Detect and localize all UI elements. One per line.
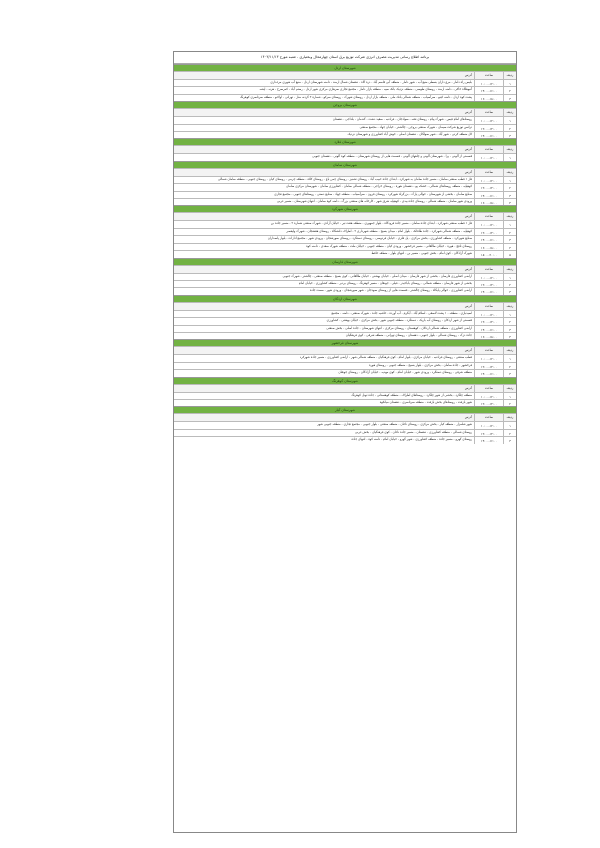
row-number: ۲ xyxy=(503,184,516,190)
row-number: ردیف xyxy=(503,213,516,220)
row-address: آدرس xyxy=(464,214,472,219)
row-address: آدرس xyxy=(464,110,472,115)
row-address: روستای گهرو - مسیر جاده - منطقه کشاورزی - شهر گهرو - خیابان امام - دامنه کوه - انتهای جاده xyxy=(351,437,472,442)
section-header: شهرستان شهرکرد xyxy=(174,206,516,212)
row-number: ۴ xyxy=(503,333,516,339)
row-time: ۱۶:۰۰-۱۸:۰۰ xyxy=(474,333,503,339)
table-row xyxy=(174,250,516,257)
row-number: ۲ xyxy=(503,229,516,235)
row-time: ۱۲:۰۰-۱۴:۰۰ xyxy=(474,281,503,287)
row-number: ۱ xyxy=(503,274,516,280)
row-time: ۱۰:۰۰-۱۲:۰۰ xyxy=(474,393,503,399)
row-number: ردیف xyxy=(503,266,516,273)
row-time: ساعت xyxy=(474,303,503,310)
row-number: ۲ xyxy=(503,363,516,369)
row-address: اراضی کشاورزی - منطقه شمالی اردکان - کوهستان - روستای مرکزی - انتهای شهرستان - جاده اصلی - بخش صنعتی xyxy=(326,325,472,330)
table-row xyxy=(174,332,516,339)
section xyxy=(174,377,516,407)
row-number: ۳ xyxy=(503,370,516,376)
row-address: آدرس xyxy=(464,303,472,308)
row-address: آدرس xyxy=(464,348,472,353)
row-number: ۳ xyxy=(503,132,516,138)
row-address: روستاهای امام قیس - شهرک پیام - روستای نقنه - سوادجان - فرادنبه - سفید دشت - گندمان - بلداجی - دهستان xyxy=(332,117,472,122)
table-header-row xyxy=(174,168,516,176)
row-time: ۱۴:۰۰-۱۶:۰۰ xyxy=(474,87,503,93)
row-number: ۲ xyxy=(503,281,516,287)
section-header: شهرستان سامان xyxy=(174,162,516,168)
row-time: ۱۰:۰۰-۱۲:۰۰ xyxy=(474,311,503,317)
table-header-row xyxy=(174,302,516,310)
section xyxy=(174,406,516,443)
section-header: شهرستان اردل xyxy=(174,65,516,71)
table-header-row xyxy=(174,108,516,116)
row-time: ۱۴:۰۰-۱۶:۰۰ xyxy=(474,370,503,376)
row-number: ۵ xyxy=(503,251,516,257)
row-time: ۱۴:۰۰-۱۶:۰۰ xyxy=(474,192,503,198)
table-row xyxy=(174,399,516,406)
row-time: ۱۶:۰۰-۱۸:۰۰ xyxy=(474,244,503,250)
row-address: آدرس xyxy=(464,385,472,390)
row-address: جاده دزک - روستای شمالی - بلوار جنوبی - دهستان - روستای تهرانی - منطقه شرقی - کوی فرهنگیان xyxy=(345,332,472,337)
table-row xyxy=(174,235,516,242)
row-address: روستای نافچ - هوره - خیابان طالقانی - مسیر فرخشهر - ورودی کیان - منطقه جنوبی - خیابان ملت - منطقه شهرک سعدی - دامنه کوه xyxy=(306,243,472,248)
row-number: ۴ xyxy=(503,199,516,205)
row-time: ۱۲:۰۰-۱۴:۰۰ xyxy=(474,229,503,235)
row-number: ردیف xyxy=(503,347,516,354)
row-time: ۱۲:۰۰-۱۴:۰۰ xyxy=(474,363,503,369)
section-header: شهرستان بروجن xyxy=(174,102,516,108)
row-address: قطب صنعتی - روستای فرادنبه - خیابان مرکزی - بلوار امام - کوی فرهنگیان - منطقه شمالی شهر - اراضی کشاورزی - مسیر جاده شهرکرد xyxy=(299,355,472,360)
row-address: فاز ۱ قطب صنعتی شهرکرد - ابتدای جاده سامان - مسیر جاده فرودگاه - بلوار جمهوری - منطقه هفت تیر - خیابان آزادی - شهرک صنعتی شماره ۲ - مسیر جاده بن xyxy=(270,221,472,226)
table-row xyxy=(174,421,516,428)
row-number: ۲ xyxy=(503,87,516,93)
row-number: ۳ xyxy=(503,288,516,294)
row-address: بلیس راه دامار - مرغ داران بسطی منبع آب - شهر دامار - منطقه آبی قاسم آباد - دره گاه - دهستان شمال ارمند - دامنه شهرستان اردل - منبع آب شهری مرغداری xyxy=(270,80,472,84)
table-row xyxy=(174,86,516,93)
section-header: شهرستان کیار xyxy=(174,407,516,413)
row-number: ۱ xyxy=(503,311,516,317)
row-address: آدرس xyxy=(464,415,472,420)
row-address: ترانس توزیع شرکت سیمان - شهرک صنعتی بروجن - چالشتر - خیابان جهاد - مجتمع صنعتی xyxy=(359,124,472,129)
row-address: صنایع سامان - بخشی از شهرستان - حوالی پارک - بزرگراه شهرکرد - روستای قرون - سرآسیاب - منطقه جهاد - صنایع دستی - روستاهای جنوبی - مجتمع تجاری xyxy=(274,191,472,196)
row-time: ۱۴:۰۰-۱۶:۰۰ xyxy=(474,288,503,294)
table-row xyxy=(174,124,516,131)
table-row xyxy=(174,325,516,332)
table-row xyxy=(174,94,516,101)
section xyxy=(174,161,516,206)
row-number: ۲ xyxy=(503,318,516,324)
row-time: ۱۰:۰۰-۱۲:۰۰ xyxy=(474,117,503,123)
row-time: ۱۸:۰۰-۲۰:۰۰ xyxy=(474,251,503,257)
section-header: شهرستان کوهرنگ xyxy=(174,378,516,384)
row-time: ساعت xyxy=(474,414,503,421)
row-number: ۱ xyxy=(503,117,516,123)
table-row xyxy=(174,79,516,86)
row-address: آدرس xyxy=(464,169,472,174)
row-address: فرخشهر - جاده سامان - بخش مرکزی - بلوار بسیج - منطقه جنوبی - روستای هوره xyxy=(369,362,472,367)
table-row xyxy=(174,369,516,376)
row-address: شهرک آزادگان - کوی امام - بخش جنوبی - مسیر بن - انتهای بلوار - منطقه حافظ xyxy=(371,251,472,256)
row-address: قسمتی از آلونی - پرا - شهرستان آلونی و چاههای آلونی - قسمت هایی از روستای شهرستان - منطقه کوه آلونی - دهستان جنوبی xyxy=(312,154,472,159)
row-address: فاز ۱ قطب صنعتی سامان - مسیر جاده سامان به شهرکرد - ابتدای جاده حبیب آباد - روستای تشنیز - روستای چمن باغ - روستای کلاه - منطقه چرمی - روستای کیان - روستای جنوبی - منطقه سامان شمالی xyxy=(217,176,472,181)
row-number: ۴ xyxy=(503,244,516,250)
table-row xyxy=(174,116,516,123)
table-row xyxy=(174,392,516,399)
row-number: ۲ xyxy=(503,400,516,406)
row-time: ۱۰:۰۰-۱۲:۰۰ xyxy=(474,177,503,183)
section xyxy=(174,295,516,340)
table-row xyxy=(174,362,516,369)
row-time: ۱۴:۰۰-۱۶:۰۰ xyxy=(474,437,503,443)
row-number: ردیف xyxy=(503,72,516,79)
table-row xyxy=(174,287,516,294)
row-address: آدرس xyxy=(464,147,472,152)
table-header-row xyxy=(174,413,516,421)
table-row xyxy=(174,273,516,280)
section xyxy=(174,138,516,160)
row-time: ساعت xyxy=(474,213,503,220)
table-row xyxy=(174,436,516,443)
table-row xyxy=(174,429,516,436)
row-time: ۱۴:۰۰-۱۶:۰۰ xyxy=(474,132,503,138)
section-header: شهرستان اردکان xyxy=(174,296,516,302)
row-address: پشت کوه اردل - دامنه کینو - سرآسیاب - منطقه شمالی بانک ملی - منطقه بازار اردل - روستای شهرک - روستای سرکو - شماره ۲ گردنه منار - تهرانی - اولاغو - منطقه سرتاسری کوهرنگ xyxy=(239,94,472,99)
row-address: کوهپایه - منطقه شمالی شهرکرد - جاده طاقانک - بلوار امام - میدان بسیج - منطقه شهرداری ۲ - اطراف دانشگاه - روستای هفشجان - شهرک ولیعصر xyxy=(286,228,472,233)
row-number: ۳ xyxy=(503,236,516,242)
row-number: ۳ xyxy=(503,192,516,198)
row-address: ورودی شهر سامان - منطقه شمالی - روستای جاده بیدی - کوهپایه شرق شهر - کارخانه های صنعتی بزرگ - دامنه کوه سامان - انتهای شهرستان - مسیر غربی xyxy=(277,199,472,204)
table-header-row xyxy=(174,346,516,354)
row-time: ساعت xyxy=(474,347,503,354)
row-address: آدرس xyxy=(464,266,472,271)
row-address: اراضی کشاورزی فارسان - بخشی از شهر فارسان - میدان اصلی - خیابان بهشتی - خیابان طالقانی - کوی بسیج - منطقه صنعتی - چالشتر - شهرک جنوبی xyxy=(282,273,472,278)
row-time: ساعت xyxy=(474,146,503,153)
row-number: ردیف xyxy=(503,414,516,421)
table-row xyxy=(174,228,516,235)
table-row xyxy=(174,354,516,361)
row-address: کل منطقه کرتی - شهر آباد - شهر سولگان - دهستان اصلی - خوش آباد کشاورزی و شهرستان نزدیک xyxy=(347,132,472,137)
row-address: قسمتی از شهر اردکان - روستای آب باریک - دستگرد - منطقه جنوبی شهر - بخش مرکزی - خیابان بهشتی - کشاورزی xyxy=(326,318,472,323)
row-number: ۱ xyxy=(503,80,516,86)
section xyxy=(174,205,516,257)
section xyxy=(174,101,516,138)
row-time: ۱۲:۰۰-۱۴:۰۰ xyxy=(474,400,503,406)
row-time: ساعت xyxy=(474,169,503,176)
row-time: ۱۶:۰۰-۱۸:۰۰ xyxy=(474,199,503,205)
row-address: منطقه شرقی - روستای دستگرد - ورودی شهر - خیابان امام - کوی مهدیه - خیابان آزادگان - روستای جونقان xyxy=(338,370,472,375)
table-header-row xyxy=(174,212,516,220)
row-number: ردیف xyxy=(503,146,516,153)
row-time: ۱۲:۰۰-۱۴:۰۰ xyxy=(474,184,503,190)
section xyxy=(174,339,516,376)
table-row xyxy=(174,317,516,324)
row-address: اراضی کشاورزی - حوالی پایگاه - روستای چالشتر - قسمت هایی از روستای سودجان - شهر سورشجان - ورودی شهر - سمت جاده xyxy=(309,288,472,293)
table-row xyxy=(174,220,516,227)
row-number: ۳ xyxy=(503,95,516,101)
section-header: شهرستان فلارد xyxy=(174,139,516,145)
row-time: ۱۰:۰۰-۱۲:۰۰ xyxy=(474,154,503,160)
row-time: ساعت xyxy=(474,72,503,79)
row-time: ۱۰:۰۰-۱۲:۰۰ xyxy=(474,80,503,86)
table-header-row xyxy=(174,145,516,153)
table-row xyxy=(174,183,516,190)
table-row xyxy=(174,153,516,160)
section xyxy=(174,64,516,101)
row-address: آنبوهگاه خاکی - دامنه ارمند - روستای طوسی - منطقه نزدیک بانک سپه - منطقه بازار دامار - مجتمع تجاری سرهاری مرکزی شهر اردل - رستم آباد - کمرسرخ - هرنه - اپشه xyxy=(259,87,472,92)
row-address: کوهپایه - منطقه روستاهای شمالی - خشکه پو - دهستان هوره - روستای خراجی - منطقه شمالی سامان - کشاورزی سامان - شهرستان مرکزی سامان xyxy=(286,184,472,189)
sections-container xyxy=(174,64,516,444)
table-row xyxy=(174,176,516,183)
row-number: ۲ xyxy=(503,430,516,436)
row-number: ۳ xyxy=(503,326,516,332)
row-number: ردیف xyxy=(503,303,516,310)
row-time: ۱۴:۰۰-۱۶:۰۰ xyxy=(474,326,503,332)
table-row xyxy=(174,280,516,287)
row-address: بخشی از شهر فارسان - منطقه شمالی - روستای باباحیدر - فیلی - جونقان - مسیر کوهرنگ - روستای بردبر - منطقه کشاورزی - خیابان امام xyxy=(298,280,472,285)
row-address: روستای شمالی - منطقه کشاورزی - دهستان - مسیر جاده ناغان - کوی فرهنگیان - بخش غربی xyxy=(355,429,472,434)
table-row xyxy=(174,243,516,250)
row-address: منطقه چلگرد - بخشی از شهر چلگرد - روستاهای اطراف - منطقه کوهستانی - جاده تونل کوهرنگ xyxy=(351,392,472,397)
row-address: شهر بازفت - روستاهای بخش بازفت - منطقه سرتاسری - دهستان میانکوه xyxy=(379,399,472,404)
row-time: ۱۴:۰۰-۱۶:۰۰ xyxy=(474,236,503,242)
table-row xyxy=(174,310,516,317)
row-address: صنایع شهرکرد - منطقه کشاورزی - بخش مرکزی - پل فلزی - خیابان فردوسی - روستای دستگرد - روستای سورشجان - ورودی شهر - مجتمع ادارات - بلوار پاسداران xyxy=(267,236,472,241)
section-header: شهرستان فرخشهر xyxy=(174,340,516,346)
schedule-document xyxy=(173,51,517,833)
row-number: ردیف xyxy=(503,385,516,392)
table-row xyxy=(174,191,516,198)
section-header: شهرستان فارسان xyxy=(174,259,516,265)
row-address: اسیدبازی - منطقه - ۱ پشت لاسفی - اسلام آباد - آبگرم - آب آورده - حاشیه جاده - شهرک صنعتی - دامنه - مجتمع xyxy=(331,310,472,315)
row-time: ۱۶:۰۰-۱۸:۰۰ xyxy=(474,95,503,101)
row-time: ۱۲:۰۰-۱۴:۰۰ xyxy=(474,318,503,324)
table-header-row xyxy=(174,265,516,273)
table-header-row xyxy=(174,384,516,392)
section xyxy=(174,258,516,295)
row-number: ۳ xyxy=(503,437,516,443)
table-header-row xyxy=(174,71,516,79)
row-number: ۱ xyxy=(503,393,516,399)
row-time: ۱۰:۰۰-۱۲:۰۰ xyxy=(474,221,503,227)
row-time: ساعت xyxy=(474,109,503,116)
row-time: ۱۲:۰۰-۱۴:۰۰ xyxy=(474,430,503,436)
row-number: ۱ xyxy=(503,154,516,160)
row-number: ۱ xyxy=(503,422,516,428)
table-row xyxy=(174,131,516,138)
row-time: ۱۲:۰۰-۱۴:۰۰ xyxy=(474,125,503,131)
row-number: ۱ xyxy=(503,355,516,361)
document-title: برنامه اطلاع رسانی مدیریت مصرف انرژی شرکت توزیع برق استان چهارمحال وبختیاری - شنبه مورخ ۱۴۰۳/۱۱/۱۳ xyxy=(174,52,516,64)
row-time: ساعت xyxy=(474,266,503,273)
row-number: ۱ xyxy=(503,177,516,183)
row-number: ردیف xyxy=(503,169,516,176)
row-number: ۲ xyxy=(503,125,516,131)
row-number: ردیف xyxy=(503,109,516,116)
row-time: ۱۰:۰۰-۱۲:۰۰ xyxy=(474,422,503,428)
row-time: ۱۰:۰۰-۱۲:۰۰ xyxy=(474,355,503,361)
table-row xyxy=(174,198,516,205)
row-number: ۱ xyxy=(503,221,516,227)
row-time: ساعت xyxy=(474,385,503,392)
row-address: آدرس xyxy=(464,73,472,77)
row-address: شهر شلمزار - منطقه کیار - بخش مرکزی - روستای ناغان - منطقه صنعتی - بلوار جنوبی - مجتمع تجاری - منطقه جنوبی شهر xyxy=(317,422,472,427)
row-time: ۱۰:۰۰-۱۲:۰۰ xyxy=(474,274,503,280)
